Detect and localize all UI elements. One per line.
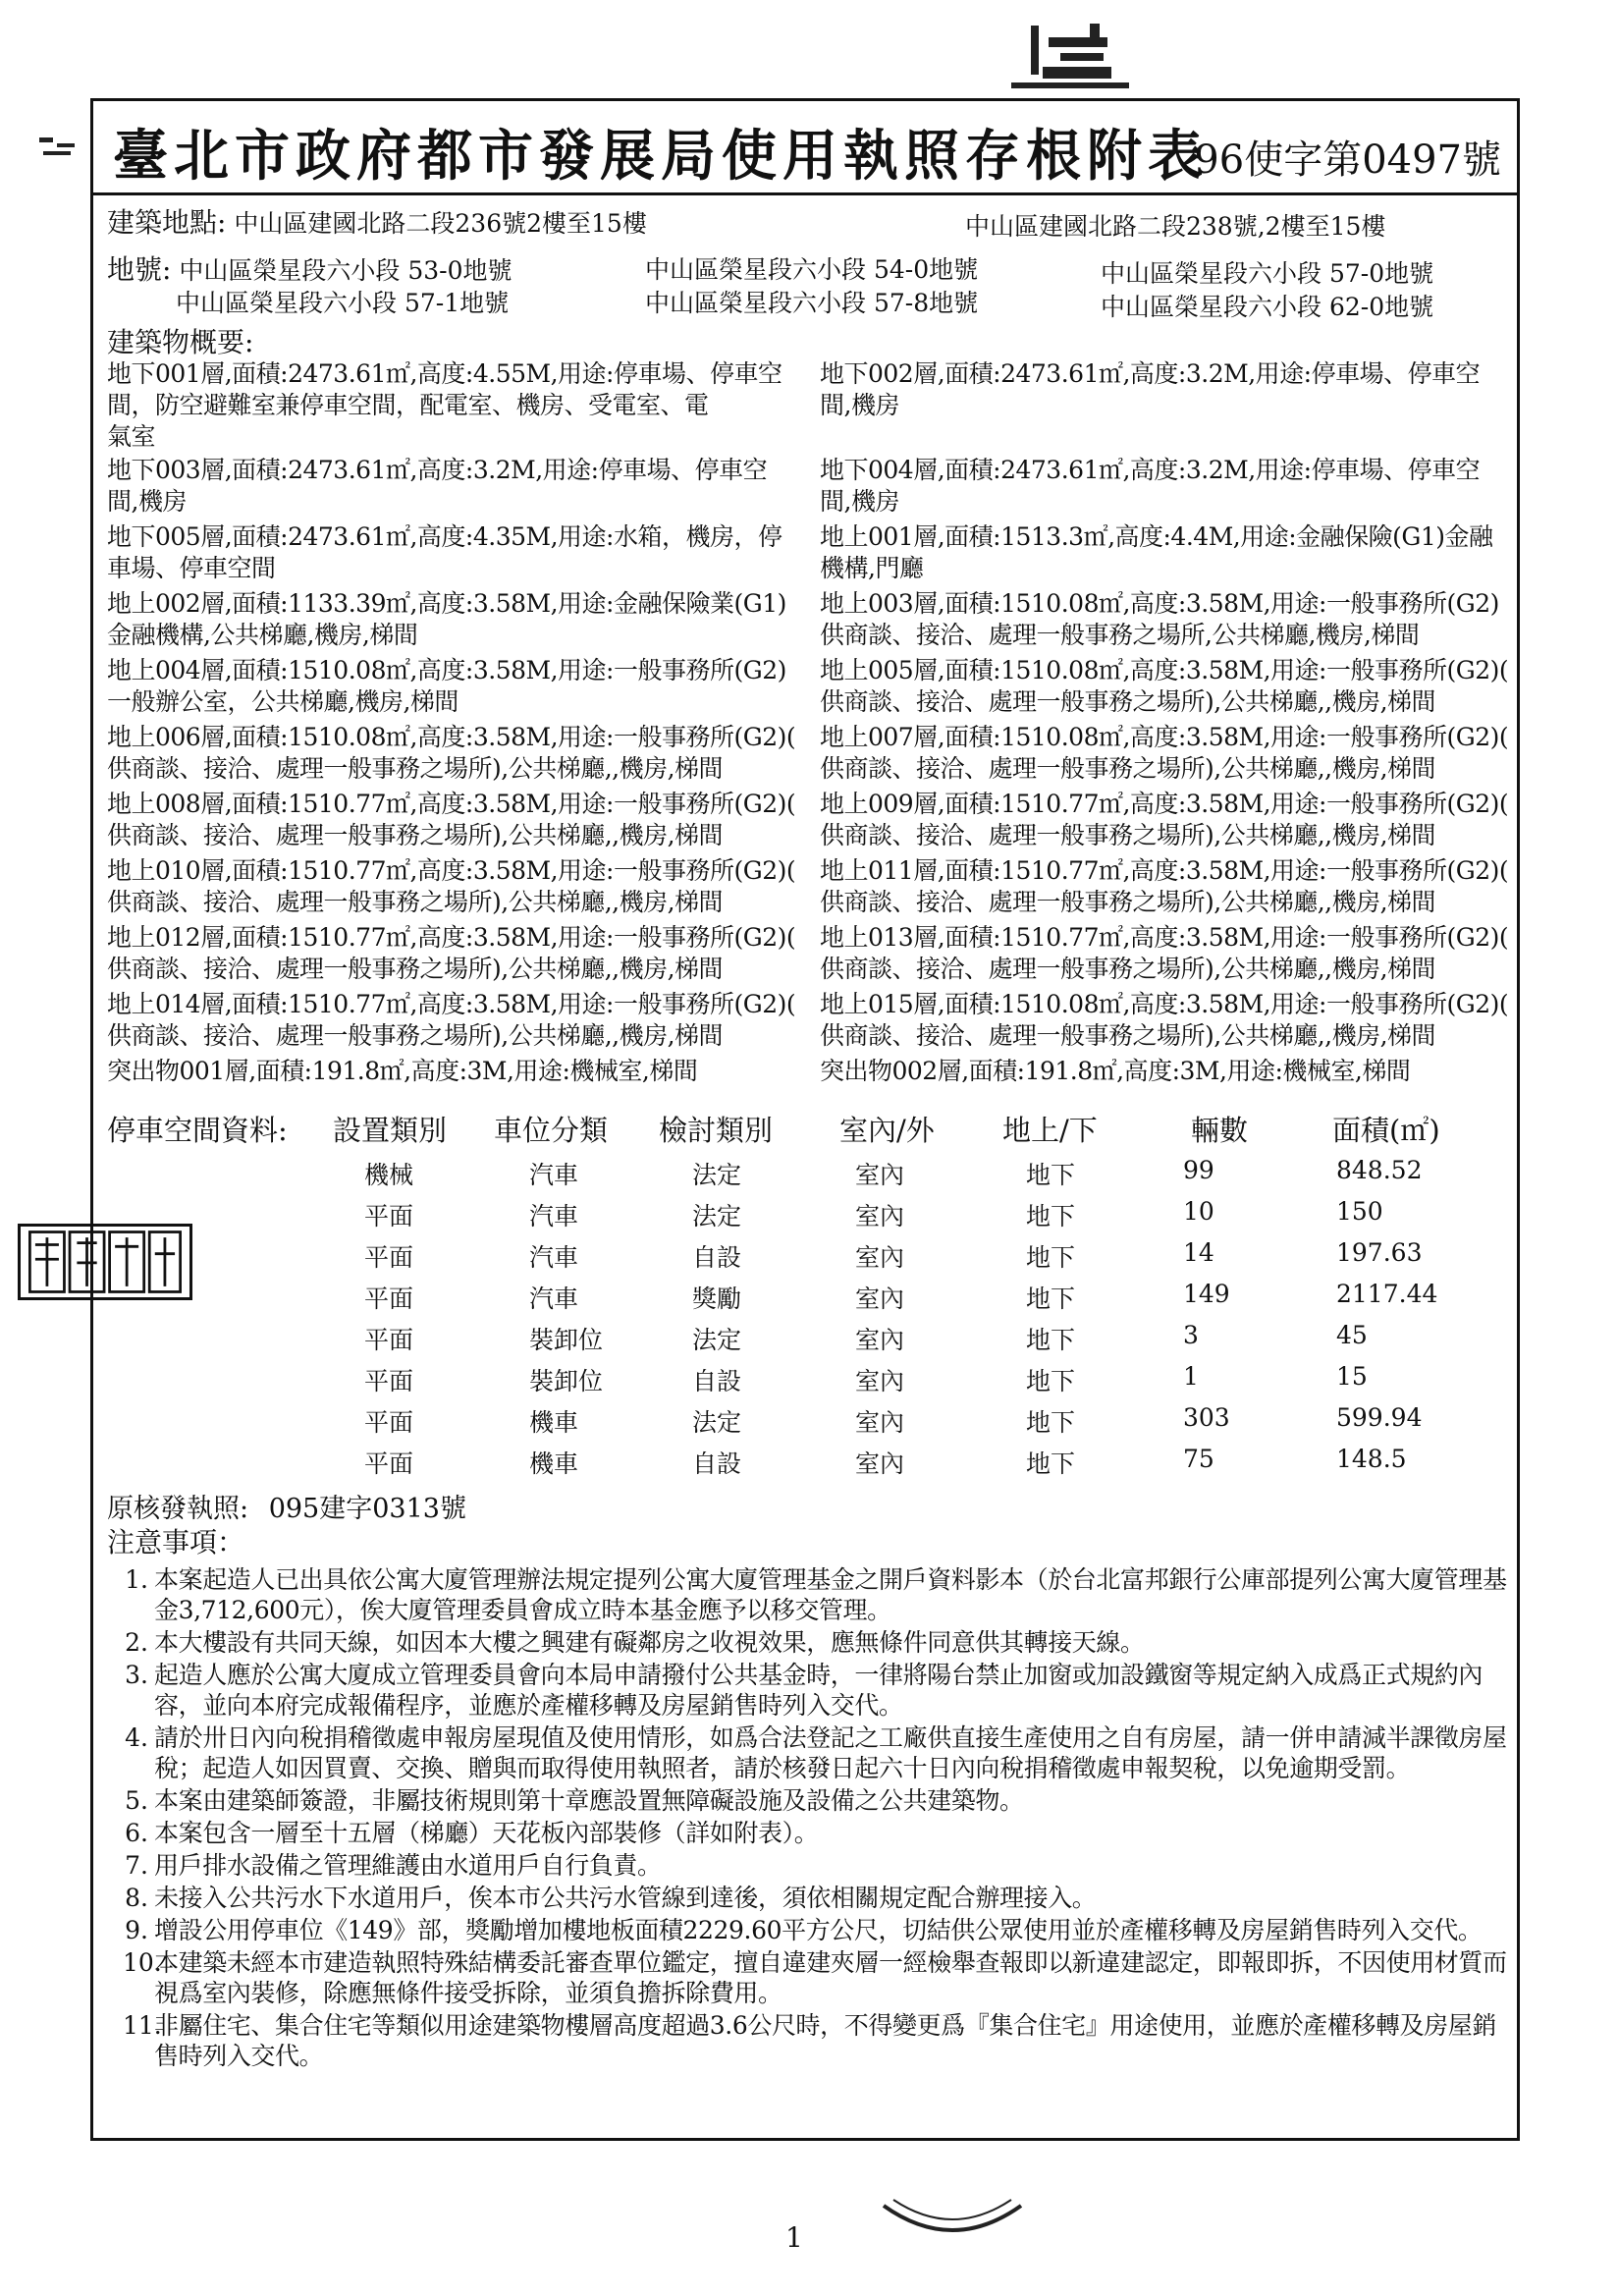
- parking-cell: 汽車: [529, 1202, 579, 1230]
- parking-cell: 法定: [692, 1408, 742, 1437]
- parking-cell: 3: [1183, 1321, 1199, 1349]
- parking-cell: 45: [1336, 1321, 1368, 1349]
- parking-cell: 15: [1336, 1362, 1368, 1391]
- parking-cell: 室內: [855, 1285, 905, 1313]
- parking-cell: 法定: [692, 1202, 742, 1230]
- note-number: 1.: [125, 1565, 148, 1594]
- floor-entry: [820, 358, 1523, 421]
- floor-entry: [820, 722, 1523, 785]
- floor-entry-line: 供商談、接洽、處理一般事務之場所),公共梯廳,,機房,梯間: [107, 754, 724, 783]
- note-text: 本大樓設有共同天線，如因本大樓之興建有礙鄰房之收視效果，應無條件同意供其轉接天線。: [154, 1628, 1145, 1657]
- note-text: 起造人應於公寓大廈成立管理委員會向本局申請撥付公共基金時，一律將陽台禁止加窗或加設鐵窗等規定納入成爲正式規約內容，並向本府完成報備程序，並應於產權移轉及房屋銷售時列入交代。: [154, 1661, 1483, 1720]
- document-number: 96使字第0497號: [1194, 137, 1501, 183]
- floor-entry-line: 地上003層,面積:1510.08㎡,高度:3.58M,用途:一般事務所(G2): [820, 589, 1499, 618]
- note-item: [123, 1915, 1513, 1945]
- note-number: 11.: [123, 2011, 162, 2040]
- floor-entry-line: 間,機房: [820, 487, 899, 516]
- floor-entry-line: 突出物001層,面積:191.8㎡,高度:3M,用途:機械室,梯間: [107, 1057, 698, 1085]
- parking-cell: 機車: [529, 1449, 579, 1478]
- floor-entry-line: 地上004層,面積:1510.08㎡,高度:3.58M,用途:一般事務所(G2): [107, 656, 786, 684]
- note-number: 3.: [125, 1661, 148, 1689]
- floor-entry: [820, 789, 1523, 851]
- floor-entry-line: 地上009層,面積:1510.77㎡,高度:3.58M,用途:一般事務所(G2)(: [820, 790, 1509, 818]
- floor-entry: [107, 655, 810, 718]
- note-number: 6.: [125, 1819, 148, 1847]
- parking-cell: 地下: [1026, 1367, 1076, 1395]
- document-frame: [90, 98, 1520, 2141]
- floor-entry-line: 地下003層,面積:2473.61㎡,高度:3.2M,用途:停車場、停車空: [107, 456, 768, 484]
- parking-cell: 平面: [364, 1408, 414, 1437]
- parking-cell: 150: [1336, 1197, 1383, 1226]
- floor-entry-line: 地上007層,面積:1510.08㎡,高度:3.58M,用途:一般事務所(G2)(: [820, 723, 1509, 751]
- parking-cell: 室內: [855, 1408, 905, 1437]
- note-text: 本案由建築師簽證，非屬技術規則第十章應設置無障礙設施及設備之公共建築物。: [154, 1786, 1024, 1815]
- floor-entry-line: 供商談、接洽、處理一般事務之場所),公共梯廳,,機房,梯間: [820, 888, 1436, 916]
- title-row: [93, 101, 1517, 195]
- parking-cell: 149: [1183, 1280, 1230, 1308]
- parking-header-cell: 室內/外: [839, 1114, 935, 1147]
- lot-item: 中山區榮星段六小段 57-1地號: [176, 289, 510, 317]
- parking-cell: 10: [1183, 1197, 1214, 1226]
- document-title: 臺北市政府都市發展局使用執照存根附表: [113, 124, 1209, 189]
- lot-item: 中山區榮星段六小段 53-0地號: [179, 256, 512, 285]
- floor-entry: [820, 521, 1523, 584]
- top-stamp-mark: [992, 18, 1139, 96]
- original-permit-label: 原核發執照:: [107, 1494, 249, 1524]
- parking-cell: 自設: [692, 1243, 742, 1272]
- floor-entry-line: 地上011層,面積:1510.77㎡,高度:3.58M,用途:一般事務所(G2)(: [820, 856, 1509, 885]
- note-item: [123, 1627, 1513, 1658]
- note-text: 非屬住宅、集合住宅等類似用途建築物樓層高度超過3.6公尺時，不得變更爲『集合住宅』用途使用，並應於產權移轉及房屋銷售時列入交代。: [154, 2011, 1496, 2070]
- floor-entry-line: 地上002層,面積:1133.39㎡,高度:3.58M,用途:金融保險業(G1): [107, 589, 786, 618]
- floor-entry-line: 供商談、接洽、處理一般事務之場所,公共梯廳,機房,梯間: [820, 621, 1420, 649]
- floor-entry: [107, 358, 810, 453]
- original-permit-value: 095建字0313號: [268, 1494, 466, 1524]
- floor-entry-line: 供商談、接洽、處理一般事務之場所),公共梯廳,,機房,梯間: [820, 955, 1436, 983]
- parking-cell: 裝卸位: [529, 1367, 604, 1395]
- parking-cell: 室內: [855, 1326, 905, 1354]
- note-text: 用戶排水設備之管理維護由水道用戶自行負責。: [154, 1851, 662, 1880]
- floor-entry: [820, 655, 1523, 718]
- parking-cell: 197.63: [1336, 1238, 1423, 1267]
- parking-label: 停車空間資料:: [107, 1114, 288, 1147]
- site-label: 建築地點:: [107, 206, 227, 239]
- floor-entry-line: 車場、停車空間: [107, 554, 276, 582]
- parking-header-cell: 面積(㎡): [1332, 1114, 1440, 1147]
- note-item: [123, 1850, 1513, 1881]
- note-item: [123, 1883, 1513, 1913]
- floor-entry-line: 地上013層,面積:1510.77㎡,高度:3.58M,用途:一般事務所(G2)(: [820, 923, 1509, 952]
- parking-cell: 汽車: [529, 1243, 579, 1272]
- page-number: 1: [785, 2221, 803, 2254]
- parking-cell: 平面: [364, 1367, 414, 1395]
- lot-item: 中山區榮星段六小段 54-0地號: [645, 255, 979, 284]
- parking-cell: 平面: [364, 1285, 414, 1313]
- parking-cell: 14: [1183, 1238, 1214, 1267]
- floor-entry-line: 地上006層,面積:1510.08㎡,高度:3.58M,用途:一般事務所(G2)(: [107, 723, 796, 751]
- parking-cell: 599.94: [1336, 1403, 1423, 1432]
- floor-entry: [820, 588, 1523, 651]
- floor-entry-line: 地下005層,面積:2473.61㎡,高度:4.35M,用途:水箱，機房，停: [107, 522, 782, 551]
- note-item: [123, 1660, 1513, 1721]
- floor-entry-line: 地下004層,面積:2473.61㎡,高度:3.2M,用途:停車場、停車空: [820, 456, 1481, 484]
- note-number: 8.: [125, 1884, 148, 1912]
- parking-cell: 裝卸位: [529, 1326, 604, 1354]
- parking-cell: 地下: [1026, 1202, 1076, 1230]
- note-text: 未接入公共污水下水道用戶，俟本市公共污水管線到達後，須依相關規定配合辦理接入。: [154, 1884, 1097, 1912]
- parking-header-cell: 輛數: [1191, 1114, 1249, 1147]
- floor-entry: [820, 922, 1523, 985]
- note-item: [123, 1947, 1513, 2008]
- parking-cell: 平面: [364, 1202, 414, 1230]
- parking-cell: 地下: [1026, 1161, 1076, 1189]
- note-item: [123, 2010, 1513, 2071]
- note-text: 本案起造人已出具依公寓大廈管理辦法規定提列公寓大廈管理基金之開戶資料影本（於台北富邦銀行公庫部提列公寓大廈管理基金3,712,600元），俟大廈管理委員會成立時本基金應予以移交管理。: [154, 1565, 1507, 1624]
- note-text: 本建築未經本市建造執照特殊結構委託審查單位鑑定，擅自違建夾層一經檢舉查報即以新違建認定，即報即拆，不因使用材質而視爲室內裝修，除應無條件接受拆除，並須負擔拆除費用。: [154, 1948, 1507, 2007]
- parking-header-cell: 設置類別: [333, 1114, 448, 1147]
- parking-header-cell: 檢討類別: [659, 1114, 774, 1147]
- parking-cell: 平面: [364, 1243, 414, 1272]
- lot-item: 中山區榮星段六小段 57-0地號: [1101, 259, 1434, 288]
- floor-entry: [107, 855, 810, 918]
- notes-label: 注意事項：: [107, 1526, 245, 1558]
- floor-entry-line: 地下001層,面積:2473.61㎡,高度:4.55M,用途:停車場、停車空: [107, 359, 782, 388]
- parking-cell: 地下: [1026, 1326, 1076, 1354]
- parking-cell: 99: [1183, 1156, 1214, 1184]
- notes-list: [123, 1564, 1513, 2073]
- floor-entry-line: 氣室: [107, 422, 156, 451]
- note-text: 請於卅日內向稅捐稽徵處申報房屋現值及使用情形，如爲合法登記之工廠供直接生產使用之自有房屋，請一併申請減半課徵房屋稅；起造人如因買賣、交換、贈與而取得使用執照者，請於核發日起六十日內向稅捐稽徵處申報契稅，以免逾期受罰。: [154, 1723, 1507, 1782]
- floor-entry-line: 地上005層,面積:1510.08㎡,高度:3.58M,用途:一般事務所(G2)(: [820, 656, 1509, 684]
- parking-cell: 汽車: [529, 1161, 579, 1189]
- parking-cell: 848.52: [1336, 1156, 1423, 1184]
- parking-cell: 室內: [855, 1449, 905, 1478]
- note-number: 5.: [125, 1786, 148, 1815]
- parking-header-cell: 車位分類: [494, 1114, 609, 1147]
- lot-label: 地號:: [107, 253, 172, 286]
- note-item: [123, 1722, 1513, 1783]
- lot-item: 中山區榮星段六小段 57-8地號: [645, 289, 979, 317]
- floor-entry: [107, 789, 810, 851]
- parking-cell: 機械: [364, 1161, 414, 1189]
- floor-entry-line: 地上001層,面積:1513.3㎡,高度:4.4M,用途:金融保險(G1)金融: [820, 522, 1493, 551]
- floor-entry-line: 供商談、接洽、處理一般事務之場所),公共梯廳,,機房,梯間: [820, 754, 1436, 783]
- floor-entry-line: 地上012層,面積:1510.77㎡,高度:3.58M,用途:一般事務所(G2)(: [107, 923, 796, 952]
- note-item: [123, 1564, 1513, 1625]
- parking-table: [93, 1109, 1517, 1502]
- parking-cell: 2117.44: [1336, 1280, 1438, 1308]
- parking-cell: 汽車: [529, 1285, 579, 1313]
- floor-entry-line: 間,機房: [820, 391, 899, 419]
- parking-cell: 地下: [1026, 1408, 1076, 1437]
- floor-entry: [107, 521, 810, 584]
- parking-cell: 室內: [855, 1161, 905, 1189]
- bottom-seal-mark: [874, 2196, 1031, 2245]
- parking-cell: 地下: [1026, 1449, 1076, 1478]
- overview-label: 建築物概要:: [107, 326, 254, 358]
- parking-cell: 室內: [855, 1243, 905, 1272]
- floor-entry-line: 機構,門廳: [820, 554, 924, 582]
- parking-cell: 平面: [364, 1326, 414, 1354]
- floor-entry: [107, 722, 810, 785]
- parking-cell: 148.5: [1336, 1445, 1407, 1473]
- floor-entry-line: 金融機構,公共梯廳,機房,梯間: [107, 621, 418, 649]
- parking-header-cell: 地上/下: [1002, 1114, 1098, 1147]
- floor-entry: [820, 455, 1523, 518]
- floor-entry: [820, 855, 1523, 918]
- note-item: [123, 1785, 1513, 1816]
- parking-cell: 獎勵: [692, 1285, 742, 1313]
- lot-item: 中山區榮星段六小段 62-0地號: [1101, 293, 1434, 321]
- floor-entry: [820, 1056, 1523, 1087]
- floor-entry-line: 供商談、接洽、處理一般事務之場所),公共梯廳,,機房,梯間: [820, 687, 1436, 716]
- note-number: 10.: [123, 1948, 162, 1977]
- parking-cell: 自設: [692, 1367, 742, 1395]
- side-punch-mark: [35, 134, 81, 163]
- parking-cell: 平面: [364, 1449, 414, 1478]
- parking-cell: 機車: [529, 1408, 579, 1437]
- floor-entry: [820, 989, 1523, 1052]
- site-row: [107, 207, 647, 240]
- site-address-2: 中山區建國北路二段238號,2樓至15樓: [965, 212, 1386, 241]
- floor-entry: [107, 922, 810, 985]
- floor-entry-line: 供商談、接洽、處理一般事務之場所),公共梯廳,,機房,梯間: [820, 821, 1436, 849]
- floor-entry: [107, 455, 810, 518]
- parking-cell: 地下: [1026, 1243, 1076, 1272]
- official-seal-stamp: [18, 1224, 192, 1300]
- floor-entry-line: 地上008層,面積:1510.77㎡,高度:3.58M,用途:一般事務所(G2)(: [107, 790, 796, 818]
- floor-entry-line: 地下002層,面積:2473.61㎡,高度:3.2M,用途:停車場、停車空: [820, 359, 1481, 388]
- parking-cell: 1: [1183, 1362, 1199, 1391]
- floor-entry-line: 地上010層,面積:1510.77㎡,高度:3.58M,用途:一般事務所(G2)(: [107, 856, 796, 885]
- note-number: 7.: [125, 1851, 148, 1880]
- parking-cell: 室內: [855, 1202, 905, 1230]
- floor-entry: [107, 588, 810, 651]
- note-text: 本案包含一層至十五層（梯廳）天花板內部裝修（詳如附表）。: [154, 1819, 819, 1847]
- floor-entry-line: 供商談、接洽、處理一般事務之場所),公共梯廳,,機房,梯間: [107, 1021, 724, 1050]
- lot-row: [107, 254, 512, 287]
- floor-entry-line: 地上015層,面積:1510.08㎡,高度:3.58M,用途:一般事務所(G2)(: [820, 990, 1509, 1018]
- site-address-1: 中山區建國北路二段236號2樓至15樓: [234, 209, 647, 238]
- parking-cell: 室內: [855, 1367, 905, 1395]
- floor-entry-line: 供商談、接洽、處理一般事務之場所),公共梯廳,,機房,梯間: [107, 821, 724, 849]
- floor-entry-line: 地上014層,面積:1510.77㎡,高度:3.58M,用途:一般事務所(G2)(: [107, 990, 796, 1018]
- parking-cell: 法定: [692, 1161, 742, 1189]
- floor-entry-line: 供商談、接洽、處理一般事務之場所),公共梯廳,,機房,梯間: [820, 1021, 1436, 1050]
- original-permit-row: [107, 1494, 466, 1525]
- parking-cell: 303: [1183, 1403, 1230, 1432]
- floor-entry-line: 間，防空避難室兼停車空間，配電室、機房、受電室、電: [107, 391, 709, 419]
- note-item: [123, 1818, 1513, 1848]
- floor-entry-line: 突出物002層,面積:191.8㎡,高度:3M,用途:機械室,梯間: [820, 1057, 1411, 1085]
- floor-entry-line: 供商談、接洽、處理一般事務之場所),公共梯廳,,機房,梯間: [107, 888, 724, 916]
- note-number: 9.: [125, 1916, 148, 1944]
- parking-cell: 法定: [692, 1326, 742, 1354]
- parking-cell: 自設: [692, 1449, 742, 1478]
- floor-entry: [107, 1056, 810, 1087]
- note-text: 增設公用停車位《149》部，獎勵增加樓地板面積2229.60平方公尺，切結供公眾使用並於產權移轉及房屋銷售時列入交代。: [154, 1916, 1483, 1944]
- parking-cell: 地下: [1026, 1285, 1076, 1313]
- floor-entry-line: 間,機房: [107, 487, 187, 516]
- floor-entry-line: 供商談、接洽、處理一般事務之場所),公共梯廳,,機房,梯間: [107, 955, 724, 983]
- note-number: 2.: [125, 1628, 148, 1657]
- floor-entry-line: 一般辦公室，公共梯廳,機房,梯間: [107, 687, 458, 716]
- note-number: 4.: [125, 1723, 148, 1752]
- parking-cell: 75: [1183, 1445, 1214, 1473]
- floor-entry: [107, 989, 810, 1052]
